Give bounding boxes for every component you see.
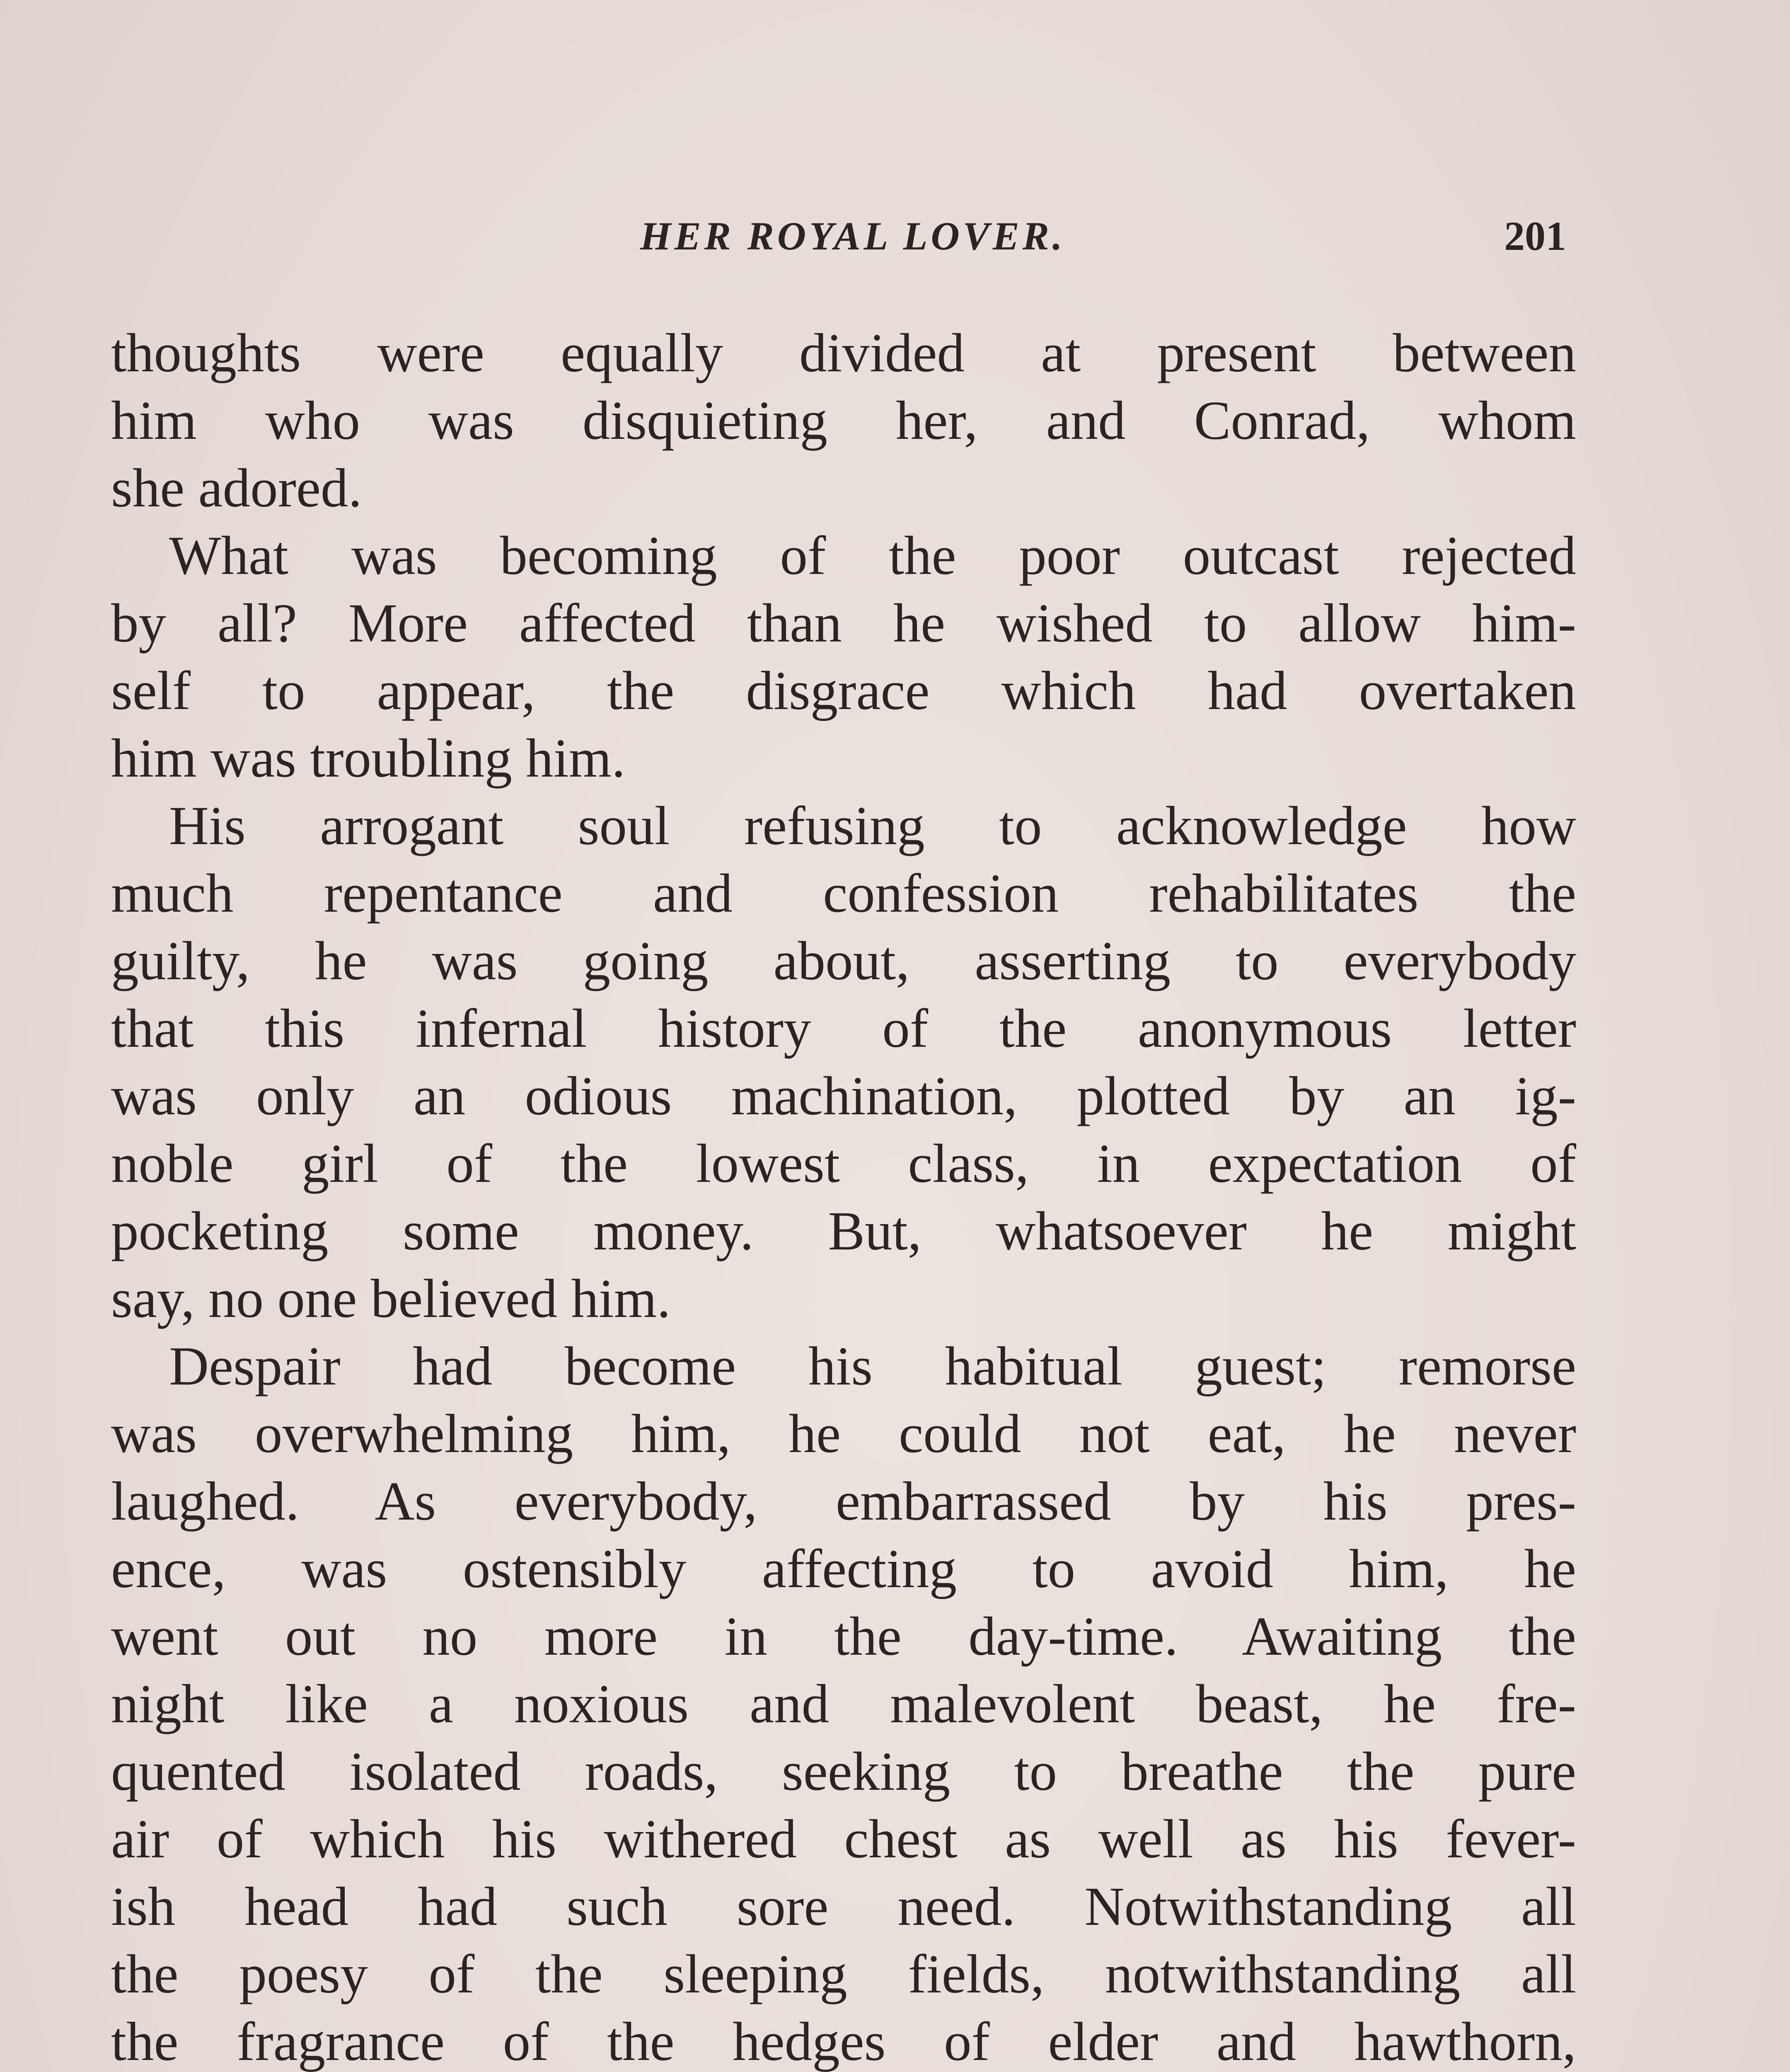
text-line: ence, was ostensibly affecting to avoid him, he (111, 1538, 1576, 1599)
text-line: went out no more in the day-time. Awaiting the (111, 1605, 1576, 1667)
text-line: she adored. (111, 457, 362, 518)
text-line: noble girl of the lowest class, in expectation of (111, 1133, 1576, 1194)
page-header (0, 207, 1790, 265)
text-line: night like a noxious and malevolent beast, he fre- (111, 1673, 1576, 1734)
text-line: was overwhelming him, he could not eat, he never (111, 1403, 1576, 1464)
text-line: What was becoming of the poor outcast rejected (169, 525, 1576, 586)
body-text (111, 319, 1576, 2072)
text-line: by all? More affected than he wished to allow him- (111, 592, 1576, 654)
text-line: guilty, he was going about, asserting to everybody (111, 930, 1576, 991)
running-title: HER ROYAL LOVER. (640, 214, 1066, 258)
text-line: him who was disquieting her, and Conrad, whom (111, 390, 1576, 451)
text-line: quented isolated roads, seeking to breathe the pure (111, 1740, 1576, 1802)
page-number: 201 (1504, 213, 1566, 259)
text-line: much repentance and confession rehabilitates the (111, 862, 1576, 924)
text-line: him was troubling him. (111, 727, 626, 789)
text-line: the poesy of the sleeping fields, notwithstanding all (111, 1943, 1576, 2004)
text-line: the fragrance of the hedges of elder and hawthorn, (111, 2011, 1576, 2072)
text-line: Despair had become his habitual guest; remorse (169, 1335, 1576, 1397)
text-line: say, no one believed him. (111, 1268, 671, 1329)
text-line: pocketing some money. But, whatsoever he might (111, 1200, 1576, 1261)
text-line: thoughts were equally divided at present between (111, 322, 1576, 383)
text-line: was only an odious machination, plotted by an ig- (111, 1065, 1576, 1126)
text-line: air of which his withered chest as well as his fever- (111, 1808, 1576, 1869)
text-line: ish head had such sore need. Notwithstanding all (111, 1876, 1576, 1937)
text-line: His arrogant soul refusing to acknowledge how (169, 795, 1576, 856)
text-line: self to appear, the disgrace which had overtaken (111, 660, 1576, 721)
text-line: that this infernal history of the anonymous letter (111, 997, 1576, 1059)
text-line: laughed. As everybody, embarrassed by his pres- (111, 1470, 1576, 1532)
